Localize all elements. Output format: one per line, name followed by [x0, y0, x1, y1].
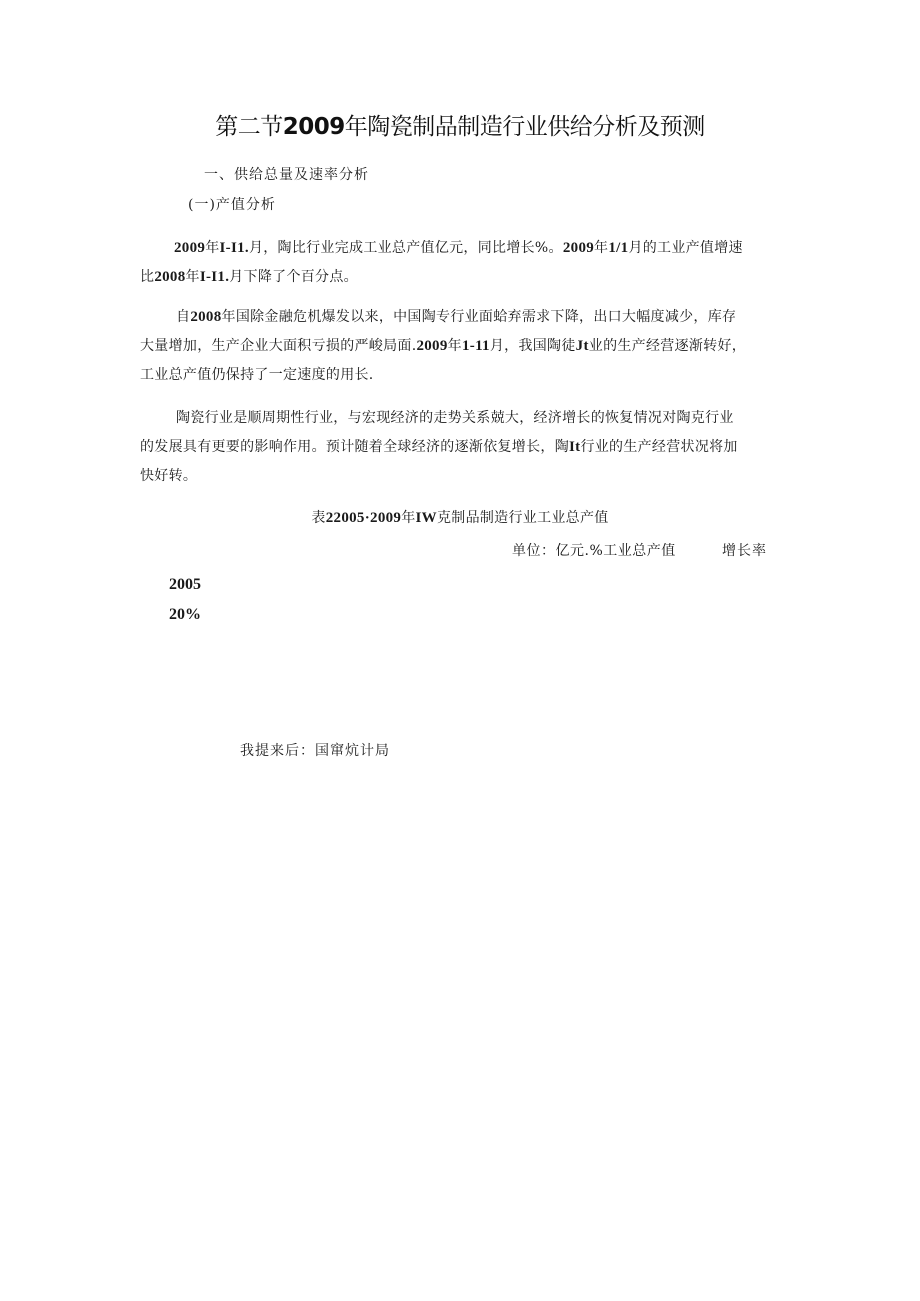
- table-column-growth: 增长率: [722, 543, 767, 559]
- table-caption: 表22005·2009年IW克制品制造行业工业总产值: [311, 510, 609, 526]
- table-row-value: 20%: [169, 606, 201, 623]
- paragraph-cyclical-industry: 陶瓷行业是顺周期性行业，与宏现经济的走势关系兢大，经济增长的恢复情况对陶克行业 的发展具有更要的影响作用。预计随着全球经济的逐渐依复增长，陶It行业的生产经营状况将加 快好转。: [140, 410, 738, 484]
- page-title: 第二节2009年陶瓷制品制造行业供给分析及预测: [215, 114, 705, 140]
- section-heading: 一、供给总量及速率分析: [204, 167, 369, 183]
- paragraph-output-value: 2009年I-I1.月，陶比行业完成工业总产值亿元，同比增长%。2009年1/1月的工业产值增速 比2008年I-I1.月下降了个百分点。: [140, 240, 743, 285]
- table-unit: 单位：亿元.%工业总产值: [512, 543, 676, 559]
- subsection-heading: (一)产值分析: [188, 197, 276, 213]
- paragraph-financial-crisis: 自2008年国除金融危机爆发以来，中国陶专行业面蛤弃需求下降，出口大幅度减少，库存 大量增加，生产企业大面积亏损的严峻局面.2009年1-11月，我国陶徒Jt业的生产经营逐渐转好， 工业总产值仍保持了一定速度的用长.: [140, 309, 747, 383]
- table-row-year: 2005: [169, 576, 201, 593]
- data-source: 我提来后：国窜炕计局: [240, 743, 390, 759]
